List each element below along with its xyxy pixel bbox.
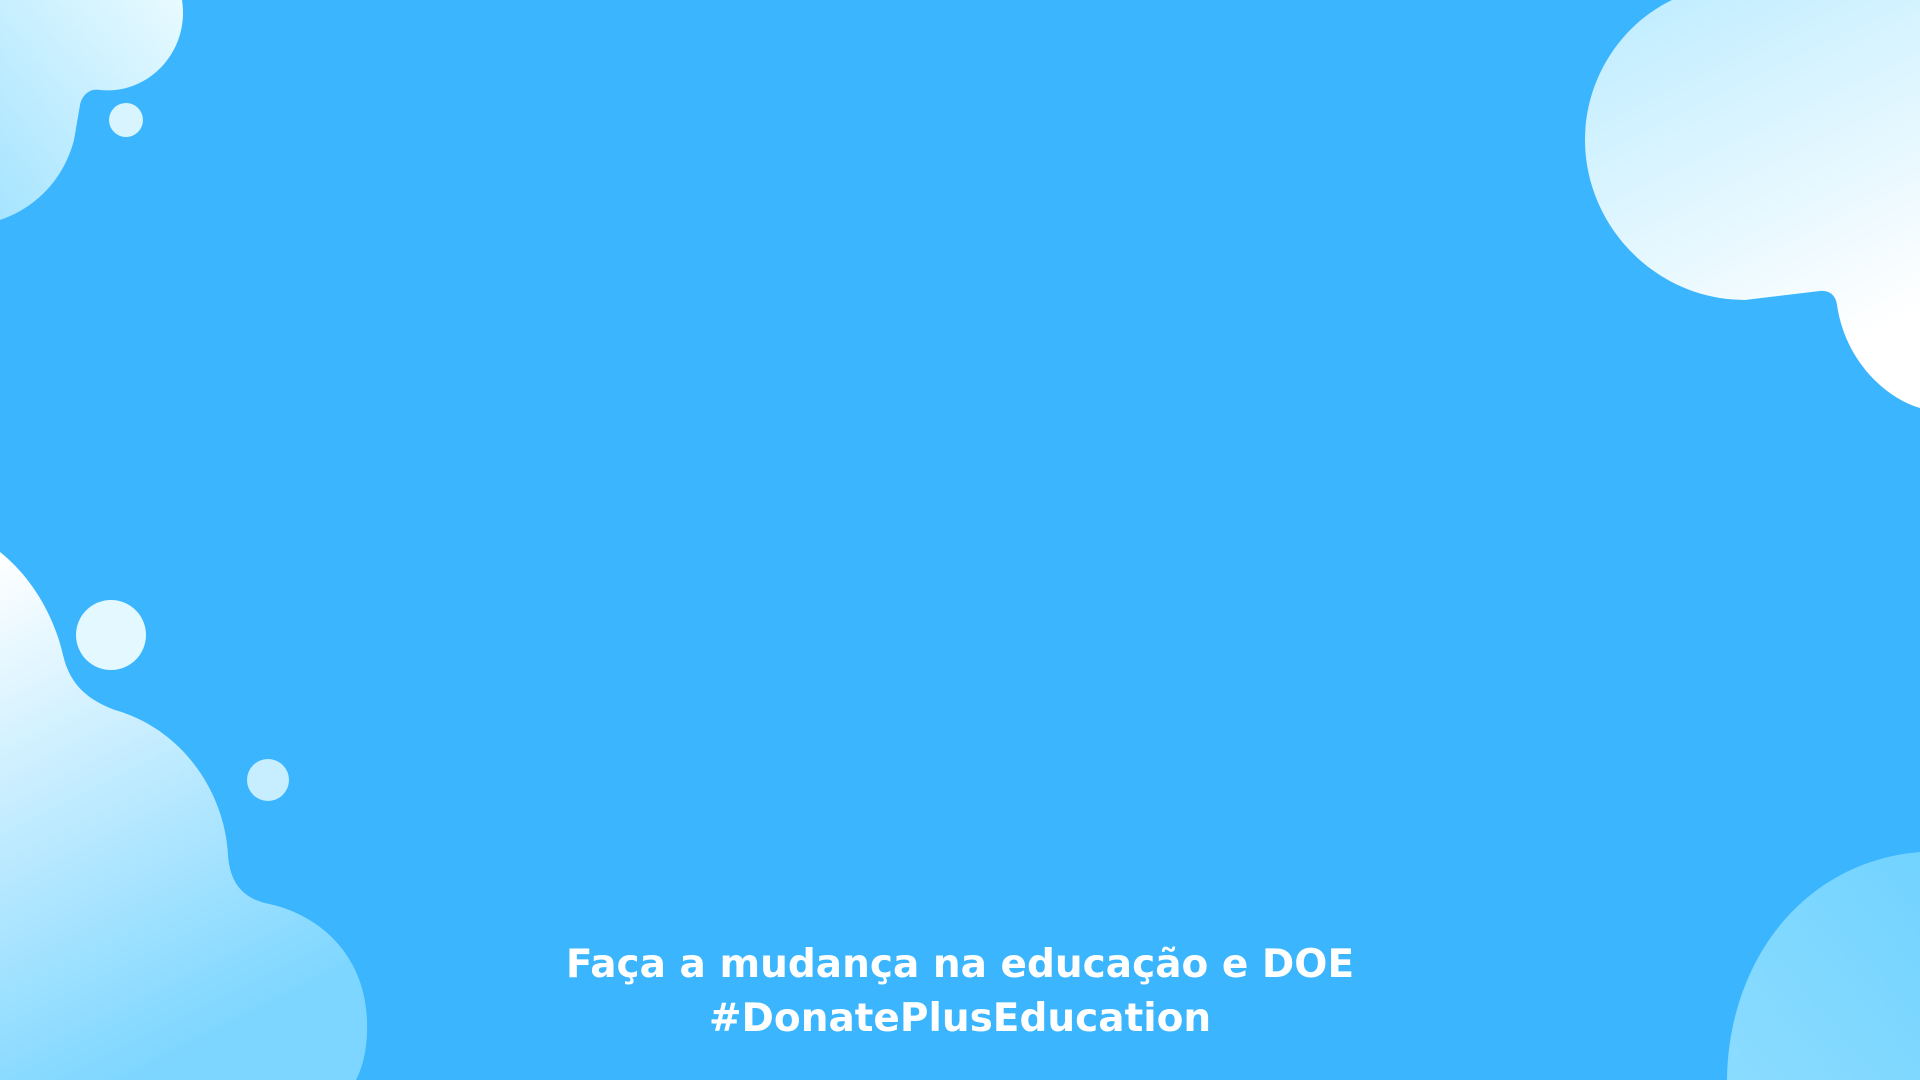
- caption-hashtag: #DonatePlusEducation: [708, 996, 1212, 1041]
- campaign-caption: [0, 938, 1920, 1046]
- bubble-bottom-left-large: [76, 600, 146, 670]
- cloud-top-left: [0, 0, 183, 220]
- caption-line-1: Faça a mudança na educação e DOE: [565, 942, 1355, 987]
- bubble-bottom-left-small: [247, 759, 289, 801]
- bubble-top-left: [109, 103, 143, 137]
- cloud-top-right: [1585, 0, 1920, 408]
